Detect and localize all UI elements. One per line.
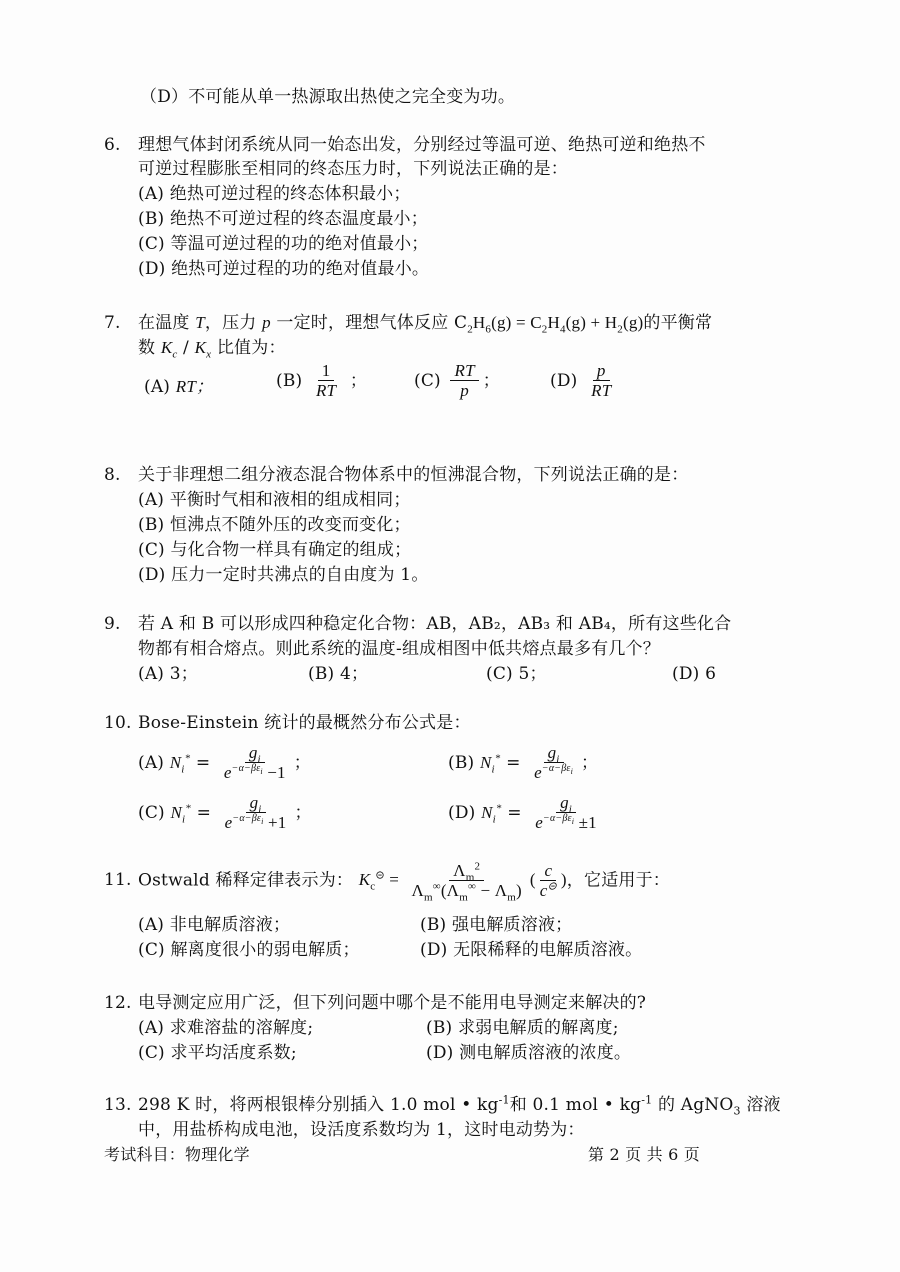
fraction	[220, 744, 290, 783]
question-number: 6.	[104, 135, 121, 155]
q6-stem-line1	[104, 134, 706, 156]
option-label: (D)	[448, 803, 482, 823]
separator: ；	[482, 371, 500, 391]
q7-text: 在温度	[138, 313, 190, 333]
q6-option-b: (B) 绝热不可逆过程的终态温度最小；	[138, 209, 428, 229]
q13-text: 的 AgNO	[657, 1095, 734, 1115]
formula-lhs: $N_i^*$	[479, 752, 501, 776]
q7-stem-line1	[104, 312, 712, 334]
separator: ；	[293, 753, 311, 773]
q13-text: 溶液	[746, 1095, 781, 1115]
var-T: T	[195, 313, 205, 332]
Kx-symbol: $K_x$	[194, 338, 212, 361]
question-number: 7.	[104, 313, 121, 333]
q9-stem-line2: 物都有相合熔点。则此系统的温度-组成相图中低共熔点最多有几个？	[138, 639, 660, 659]
separator: ；	[349, 371, 368, 391]
q13-stem-line2: 中，用盐桥构成电池，设活度系数均为 1，这时电动势为：	[138, 1120, 585, 1140]
var-p: p	[262, 313, 271, 332]
q7-text: 比值为：	[216, 338, 286, 358]
fraction	[531, 794, 601, 833]
question-number: 8.	[104, 465, 121, 485]
question-number: 12.	[104, 993, 132, 1013]
q11-option-d: (D) 无限稀释的电解质溶液。	[420, 940, 643, 960]
q6-option-d: (D) 绝热可逆过程的功的绝对值最小。	[138, 259, 430, 279]
q9-option-d: (D) 6	[672, 664, 717, 684]
q12-option-a: (A) 求难溶盐的溶解度;	[138, 1018, 314, 1038]
q7-option-c	[414, 362, 500, 401]
q11-option-c: (C) 解离度很小的弱电解质；	[138, 940, 360, 960]
option-label: (C)	[414, 371, 441, 391]
formula-lhs: $N_i^*$	[169, 752, 191, 776]
equals-sign: =	[191, 803, 217, 823]
q7-text: 一定时，理想气体反应 C	[276, 313, 468, 333]
q7-option-a	[144, 367, 213, 407]
footer-page-info: 第 2 页 共 6 页	[588, 1145, 700, 1164]
q6-option-c: (C) 等温可逆过程的功的绝对值最小；	[138, 234, 429, 254]
separator: ；	[581, 753, 599, 773]
denominator: $e^{-\alpha-\beta\varepsilon_i}$	[534, 763, 573, 782]
option-label: (A)	[138, 753, 170, 773]
q11-stem-text: Ostwald 稀释定律表示为：	[138, 870, 354, 891]
question-number: 11.	[104, 870, 132, 891]
q11-stem-text: ，它适用于：	[566, 870, 670, 891]
denominator: RT	[315, 381, 337, 400]
formula-lhs: $N_i^*$	[481, 802, 502, 826]
q13-stem-line1: 13. 298 K 时，将两根银棒分别插入 1.0 mol • $kg^{-1}$和 0.1 mol • $kg^{-1}$ 的 AgNO$_3$ 溶液	[104, 1093, 781, 1118]
q8-option-d: (D) 压力一定时共沸点的自由度为 1。	[138, 565, 429, 585]
Kc-symbol: $K_c$	[160, 338, 178, 361]
q11-stem	[104, 860, 670, 904]
question-number: 13.	[104, 1095, 132, 1115]
q7-text: 的平衡常	[643, 313, 713, 333]
option-label: (D)	[550, 371, 578, 391]
q8-option-a: (A) 平衡时气相和液相的组成相同；	[138, 490, 411, 510]
numerator: $g_i$	[245, 744, 265, 763]
footer-subject: 考试科目：物理化学	[104, 1145, 250, 1164]
denominator: RT	[591, 381, 612, 400]
q12-option-c: (C) 求平均活度系数;	[138, 1043, 297, 1063]
q7-text: 数	[138, 338, 156, 358]
q11-option-b: (B) 强电解质溶液；	[420, 915, 573, 935]
q10-option-c	[138, 794, 312, 833]
q9-option-b: (B) 4；	[308, 664, 369, 684]
equals-sign: =	[501, 803, 528, 823]
fraction	[587, 362, 615, 401]
denominator: $e^{-\alpha-\beta\varepsilon_i} +1$	[224, 813, 287, 832]
fraction	[312, 362, 340, 401]
q10-option-d	[448, 794, 605, 833]
q6-option-a: (A) 绝热可逆过程的终态体积最小；	[138, 184, 411, 204]
q6-stem-text: 理想气体封闭系统从同一始态出发，分别经过等温可逆、绝热可逆和绝热不	[138, 135, 706, 155]
option-label: (C)	[138, 803, 171, 823]
q6-stem-line2: 可逆过程膨胀至相同的终态压力时，下列说法正确的是：	[138, 159, 568, 179]
q8-stem-text: 关于非理想二组分液态混合物体系中的恒沸混合物，下列说法正确的是：	[138, 465, 689, 485]
fraction	[221, 794, 291, 833]
q13-text: 和 0.1 mol • kg	[509, 1095, 642, 1115]
q10-option-b	[448, 744, 598, 783]
q10-stem-text: Bose-Einstein 统计的最概然分布公式是：	[138, 713, 471, 733]
numerator: $g_i$	[544, 744, 564, 763]
q9-option-c: (C) 5；	[486, 664, 547, 684]
q5-option-d: （D）不可能从单一热源取出热使之完全变为功。	[140, 87, 516, 107]
option-label: (B)	[276, 371, 303, 391]
numerator: $g_i$	[246, 794, 266, 813]
q10-option-a	[138, 744, 311, 783]
q9-stem-text: 若 A 和 B 可以形成四种稳定化合物：AB，AB₂，AB₃ 和 AB₄，所有这些化合	[138, 614, 732, 634]
reaction-equation: $_2H_6(g) = C_2H_4(g) + H_2(g)$	[467, 313, 644, 336]
q9-option-a: (A) 3；	[138, 664, 198, 684]
question-number: 10.	[104, 713, 132, 733]
q8-stem	[104, 464, 688, 486]
fraction	[450, 362, 478, 401]
q11-option-a: (A) 非电解质溶液；	[138, 915, 291, 935]
option-label: (A)	[144, 377, 171, 397]
equals-sign: =	[500, 753, 527, 773]
numerator: RT	[450, 362, 478, 381]
option-label: (B)	[448, 753, 480, 773]
numerator: 1	[318, 362, 335, 381]
q12-stem-text: 电导测定应用广泛，但下列问题中哪个是不能用电导测定来解决的?	[138, 993, 647, 1013]
separator: ；	[294, 803, 312, 823]
ostwald-formula: $K_c^⊝$ = $\frac{\Lambda_m^2}{\Lambda_m^\infty(\Lambda_m^\infty - \Lambda_m)}$ ( $\frac{c}{c^⊝}$ )	[358, 860, 567, 904]
q8-option-b: (B) 恒沸点不随外压的改变而变化；	[138, 515, 411, 535]
q12-option-d: (D) 测电解质溶液的浓度。	[426, 1043, 632, 1063]
q7-text: ，压力	[204, 313, 257, 333]
numerator: p	[593, 362, 610, 381]
numerator: $g_i$	[556, 794, 576, 813]
denominator: $e^{-\alpha-\beta\varepsilon_i} \pm 1$	[535, 813, 597, 832]
q7-option-b	[276, 362, 367, 401]
equals-sign: =	[190, 753, 216, 773]
q7-stem-line2: 数 $K_c / K_x$ 比值为：	[138, 338, 286, 361]
denominator: p	[460, 381, 469, 400]
formula-lhs: $N_i^*$	[170, 802, 191, 826]
question-number: 9.	[104, 614, 121, 634]
q12-option-b: (B) 求弱电解质的解离度;	[426, 1018, 619, 1038]
q9-stem-line1	[104, 613, 731, 635]
q8-option-c: (C) 与化合物一样具有确定的组成；	[138, 540, 412, 560]
q10-stem	[104, 712, 471, 734]
denominator: $e^{-\alpha-\beta\varepsilon_i} -1$	[223, 763, 286, 782]
fraction	[530, 744, 577, 783]
q13-text: 298 K 时，将两根银棒分别插入 1.0 mol • kg	[138, 1095, 499, 1115]
option-value: RT；	[175, 377, 214, 396]
q7-option-d	[550, 362, 619, 401]
q12-stem	[104, 992, 646, 1014]
